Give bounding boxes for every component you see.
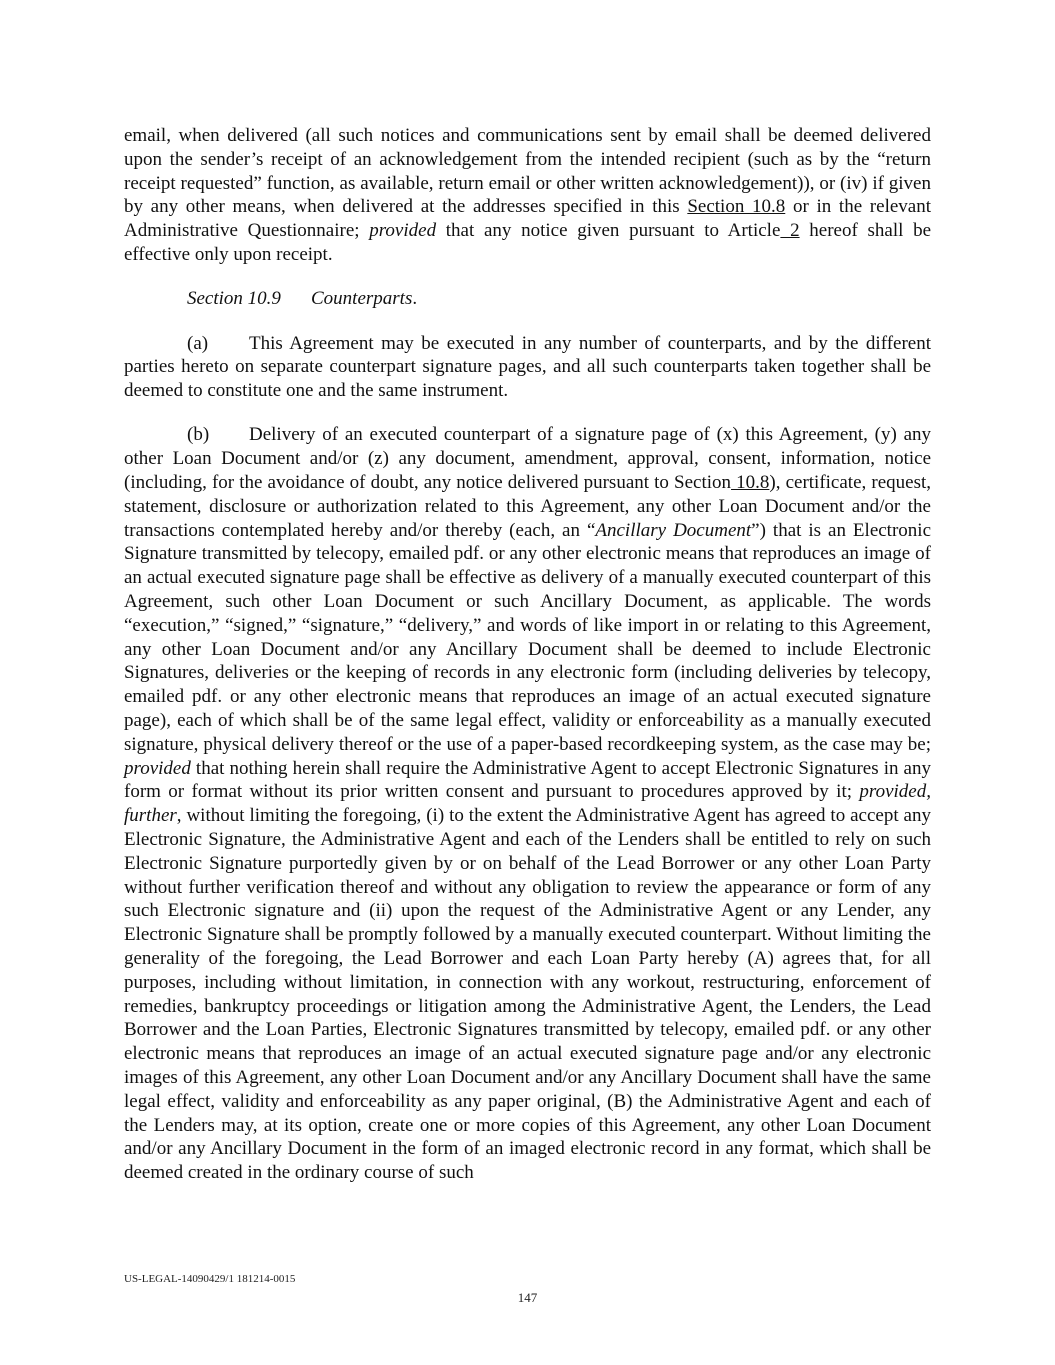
text-run: , without limiting the foregoing, (i) to the extent the Administrative Agent has agreed to accept any Electronic Signature, the Administrative Agent and each of the Lenders shall be entitled to rely on such Electronic Signature purportedly given by or on behalf of the Lead Borrower or any other Loan Party without further verification thereof and without any obligation to review the appearance or form of any such Electronic signature and (ii) upon the request of the Administrative Agent or any Lender, any Electronic Signature shall be promptly followed by a manually executed counterpart. Without limiting the generality of the foregoing, the Lead Borrower and each Loan Party hereby (A) agrees that, for all purposes, including without limitation, in connection with any workout, restructuring, enforcement of remedies, bankruptcy proceedings or litigation among the Administrative Agent, the Lenders, the Lead Borrower and the Loan Parties, Electronic Signatures transmitted by telecopy, emailed pdf. or any other electronic means that reproduces an image of an actual executed signature page and/or any electronic images of this Agreement, any other Loan Document and/or any Ancillary Document shall have the same legal effect, validity and enforceability as any paper original, (B) the Administrative Agent and each of the Lenders may, at its option, create one or more copies of this Agreement, any other Loan Document and/or any Ancillary Document in the form of an imaged electronic record in any format, which shall be deemed created in the ordinary course of such <box>124 805 931 1184</box>
text-run: email, when delivered (all such notices and communications sent by email shall be deemed delivered upon the sender’s receipt of an acknowledgement from the intended recipient (such as by the “return receipt requested” function, as available, return email or other written acknowledgement)), or (iv) if given by any other means, when delivered at the addresses specified in this <box>124 125 931 218</box>
paragraph-label: (b) <box>187 424 210 446</box>
text-run: that any notice given pursuant to Article <box>436 220 781 242</box>
paragraph-a <box>124 332 931 403</box>
text-run: that nothing herein shall require the Administrative Agent to accept Electronic Signatures in any form or format without its prior written consent and pursuant to procedures approved by it; <box>124 757 931 803</box>
text-run: Delivery of an executed counterpart of a signature page of (x) this Agreement, (y) any other Loan Document and/or (z) any document, amendment, approval, consent, information, notice (including, for the avoidance of doubt, any notice delivered pursuant to Section <box>124 424 931 494</box>
footer-document-id: US-LEGAL-14090429/1 181214-0015 <box>124 1273 296 1285</box>
article-reference: 2 <box>780 220 800 242</box>
paragraph-label: (a) <box>187 332 209 354</box>
heading-period: . <box>412 288 418 310</box>
defined-term: Ancillary Document <box>595 519 752 541</box>
section-number: Section 10.9 <box>187 288 281 310</box>
section-reference: 10.8 <box>731 472 770 494</box>
section-heading <box>124 287 931 311</box>
text-run: This Agreement may be executed in any number of counterparts, and by the different parties hereto on separate counterpart signature pages, and all such counterparts taken together shall be deemed to constitute one and the same instrument. <box>124 332 931 402</box>
provided-term: provided <box>124 757 191 779</box>
text-run: ”) that is an Electronic Signature transmitted by telecopy, emailed pdf. or any other electronic means that reproduces an image of an actual executed signature page shall be effective as delivery of a manually executed counterpart of this Agreement, such other Loan Document or such Ancillary Document, as applicable. The words “execution,” “signed,” “signature,” “delivery,” and words of like import in or relating to this Agreement, any other Loan Document and/or any Ancillary Document shall be deemed to include Electronic Signatures, deliveries or the keeping of records in any electronic form (including deliveries by telecopy, emailed pdf. or any other electronic means that reproduces an image of an actual executed signature page), each of which shall be of the same legal effect, validity or enforceability as a manually executed signature, physical delivery thereof or the use of a paper-based recordkeeping system, as the case may be; <box>124 519 932 755</box>
page-number: 147 <box>517 1290 538 1305</box>
text-run: or in the relevant Administrative Questionnaire; <box>124 196 931 242</box>
paragraph-b <box>124 423 931 1185</box>
paragraph-continuation <box>124 124 931 267</box>
section-reference: Section 10.8 <box>687 196 786 218</box>
document-page <box>124 124 931 1185</box>
text-run: ), certificate, request, statement, disclosure or authorization related to this Agreement, any other Loan Document and/or the transactions contemplated hereby and/or thereby (each, an “ <box>124 472 931 541</box>
section-title: Counterparts <box>311 288 413 310</box>
provided-term: provided <box>369 220 437 242</box>
provided-further-term: provided, further <box>124 781 931 827</box>
text-run: hereof shall be effective only upon receipt. <box>124 220 932 265</box>
